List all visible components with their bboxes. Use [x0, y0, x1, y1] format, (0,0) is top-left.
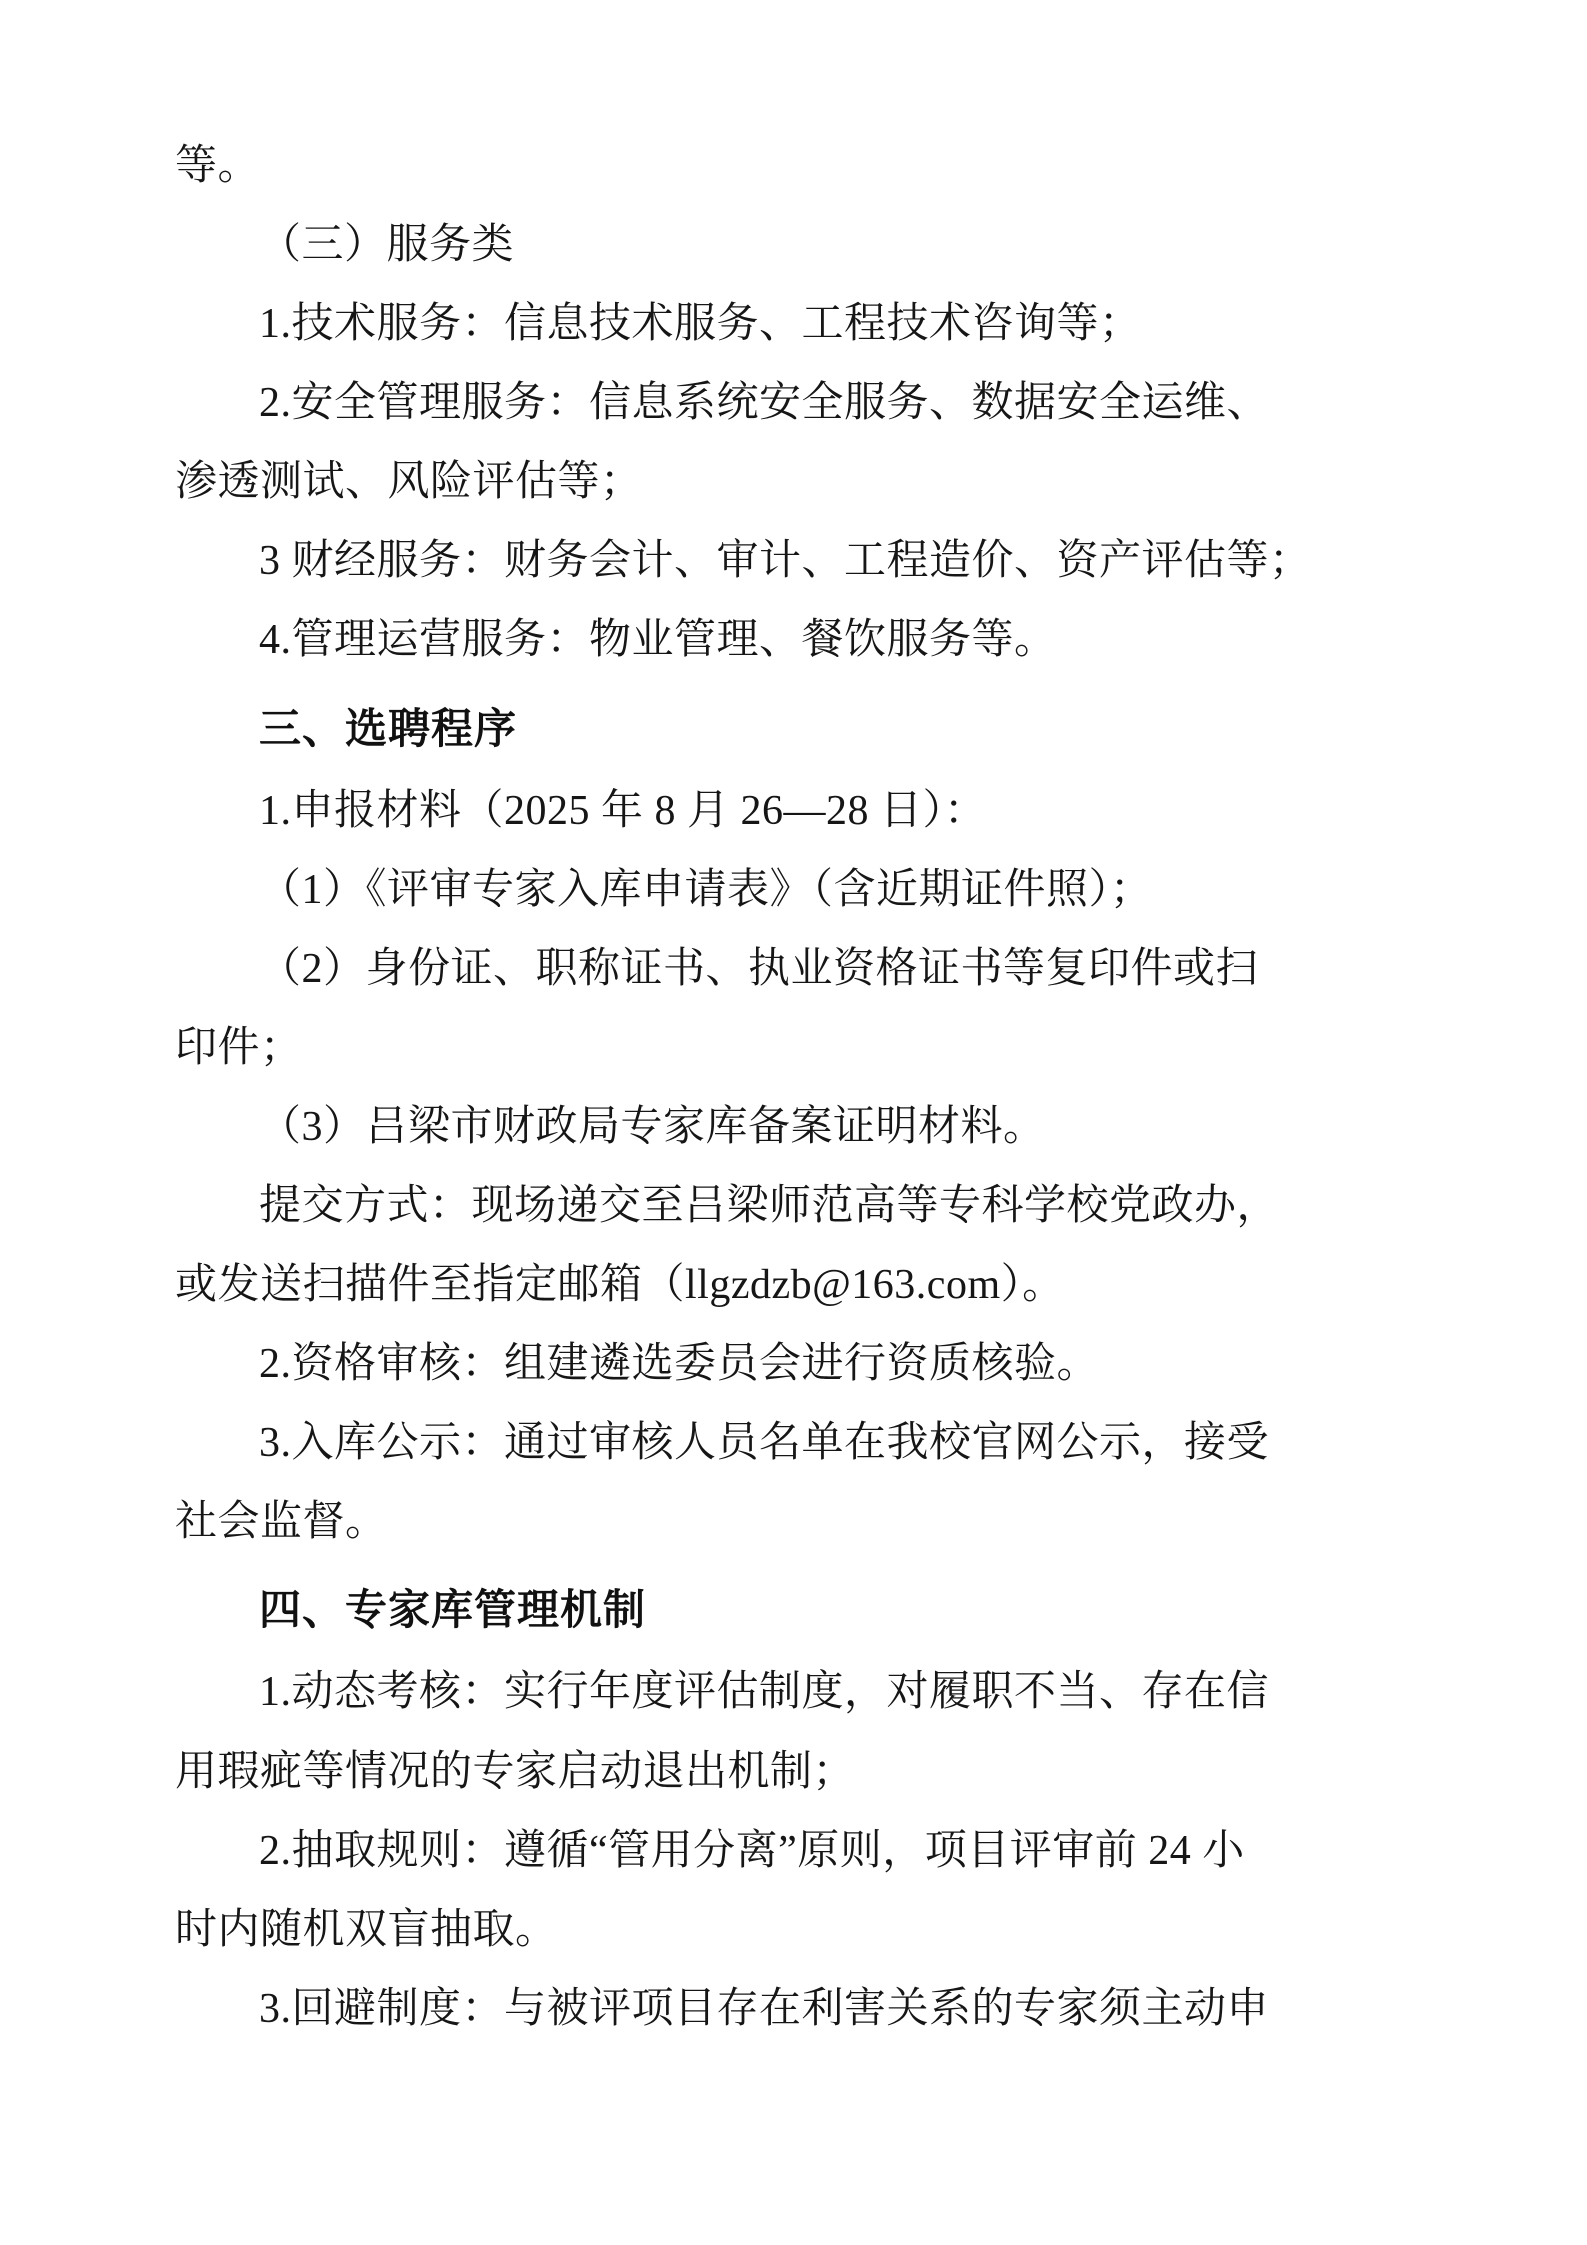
paragraph-b2: （三）服务类 [259, 222, 515, 269]
paragraph-b10: （1）《评审专家入库申请表》（含近期证件照）； [259, 866, 1153, 913]
paragraph-b16: 2.资格审核：组建遴选委员会进行资质核验。 [259, 1341, 1100, 1388]
paragraph-b17: 3.入库公示：通过审核人员名单在我校官网公示，接受 [259, 1420, 1270, 1467]
paragraph-b22: 2.抽取规则：遵循“管用分离”原则，项目评审前 24 小 [259, 1827, 1245, 1874]
paragraph-b6: 3 财经服务：财务会计、审计、工程造价、资产评估等； [259, 538, 1312, 585]
paragraph-b14: 提交方式：现场递交至吕梁师范高等专科学校党政办， [259, 1183, 1280, 1230]
paragraph-b5: 渗透测试、风险评估等； [175, 459, 643, 506]
paragraph-b20: 1.动态考核：实行年度评估制度，对履职不当、存在信 [259, 1669, 1270, 1716]
paragraph-b13: （3）吕梁市财政局专家库备案证明材料。 [259, 1103, 1046, 1150]
paragraph-b24: 3.回避制度：与被评项目存在利害关系的专家须主动申 [259, 1985, 1270, 2032]
document-body [175, 130, 1412, 2046]
paragraph-b23: 时内随机双盲抽取。 [175, 1906, 558, 1953]
paragraph-b7: 4.管理运营服务：物业管理、餐饮服务等。 [259, 617, 1057, 664]
paragraph-b1: 等。 [175, 143, 261, 189]
section-heading-three: 三、选聘程序 [259, 703, 518, 753]
paragraph-b4: 2.安全管理服务：信息系统安全服务、数据安全运维、 [259, 380, 1270, 427]
section-heading-four: 四、专家库管理机制 [259, 1585, 647, 1635]
paragraph-b9: 1.申报材料（2025 年 8 月 26—28 日）： [259, 787, 987, 834]
paragraph-b11: （2）身份证、职称证书、执业资格证书等复印件或扫 [259, 945, 1259, 992]
paragraph-b21: 用瑕疵等情况的专家启动退出机制； [175, 1748, 856, 1795]
paragraph-b3: 1.技术服务：信息技术服务、工程技术咨询等； [259, 301, 1142, 348]
paragraph-b12: 印件； [175, 1024, 303, 1071]
paragraph-b18: 社会监督。 [175, 1499, 388, 1546]
paragraph-b15-email-line: 或发送扫描件至指定邮箱（llgzdzb@163.com）。 [175, 1262, 1065, 1309]
